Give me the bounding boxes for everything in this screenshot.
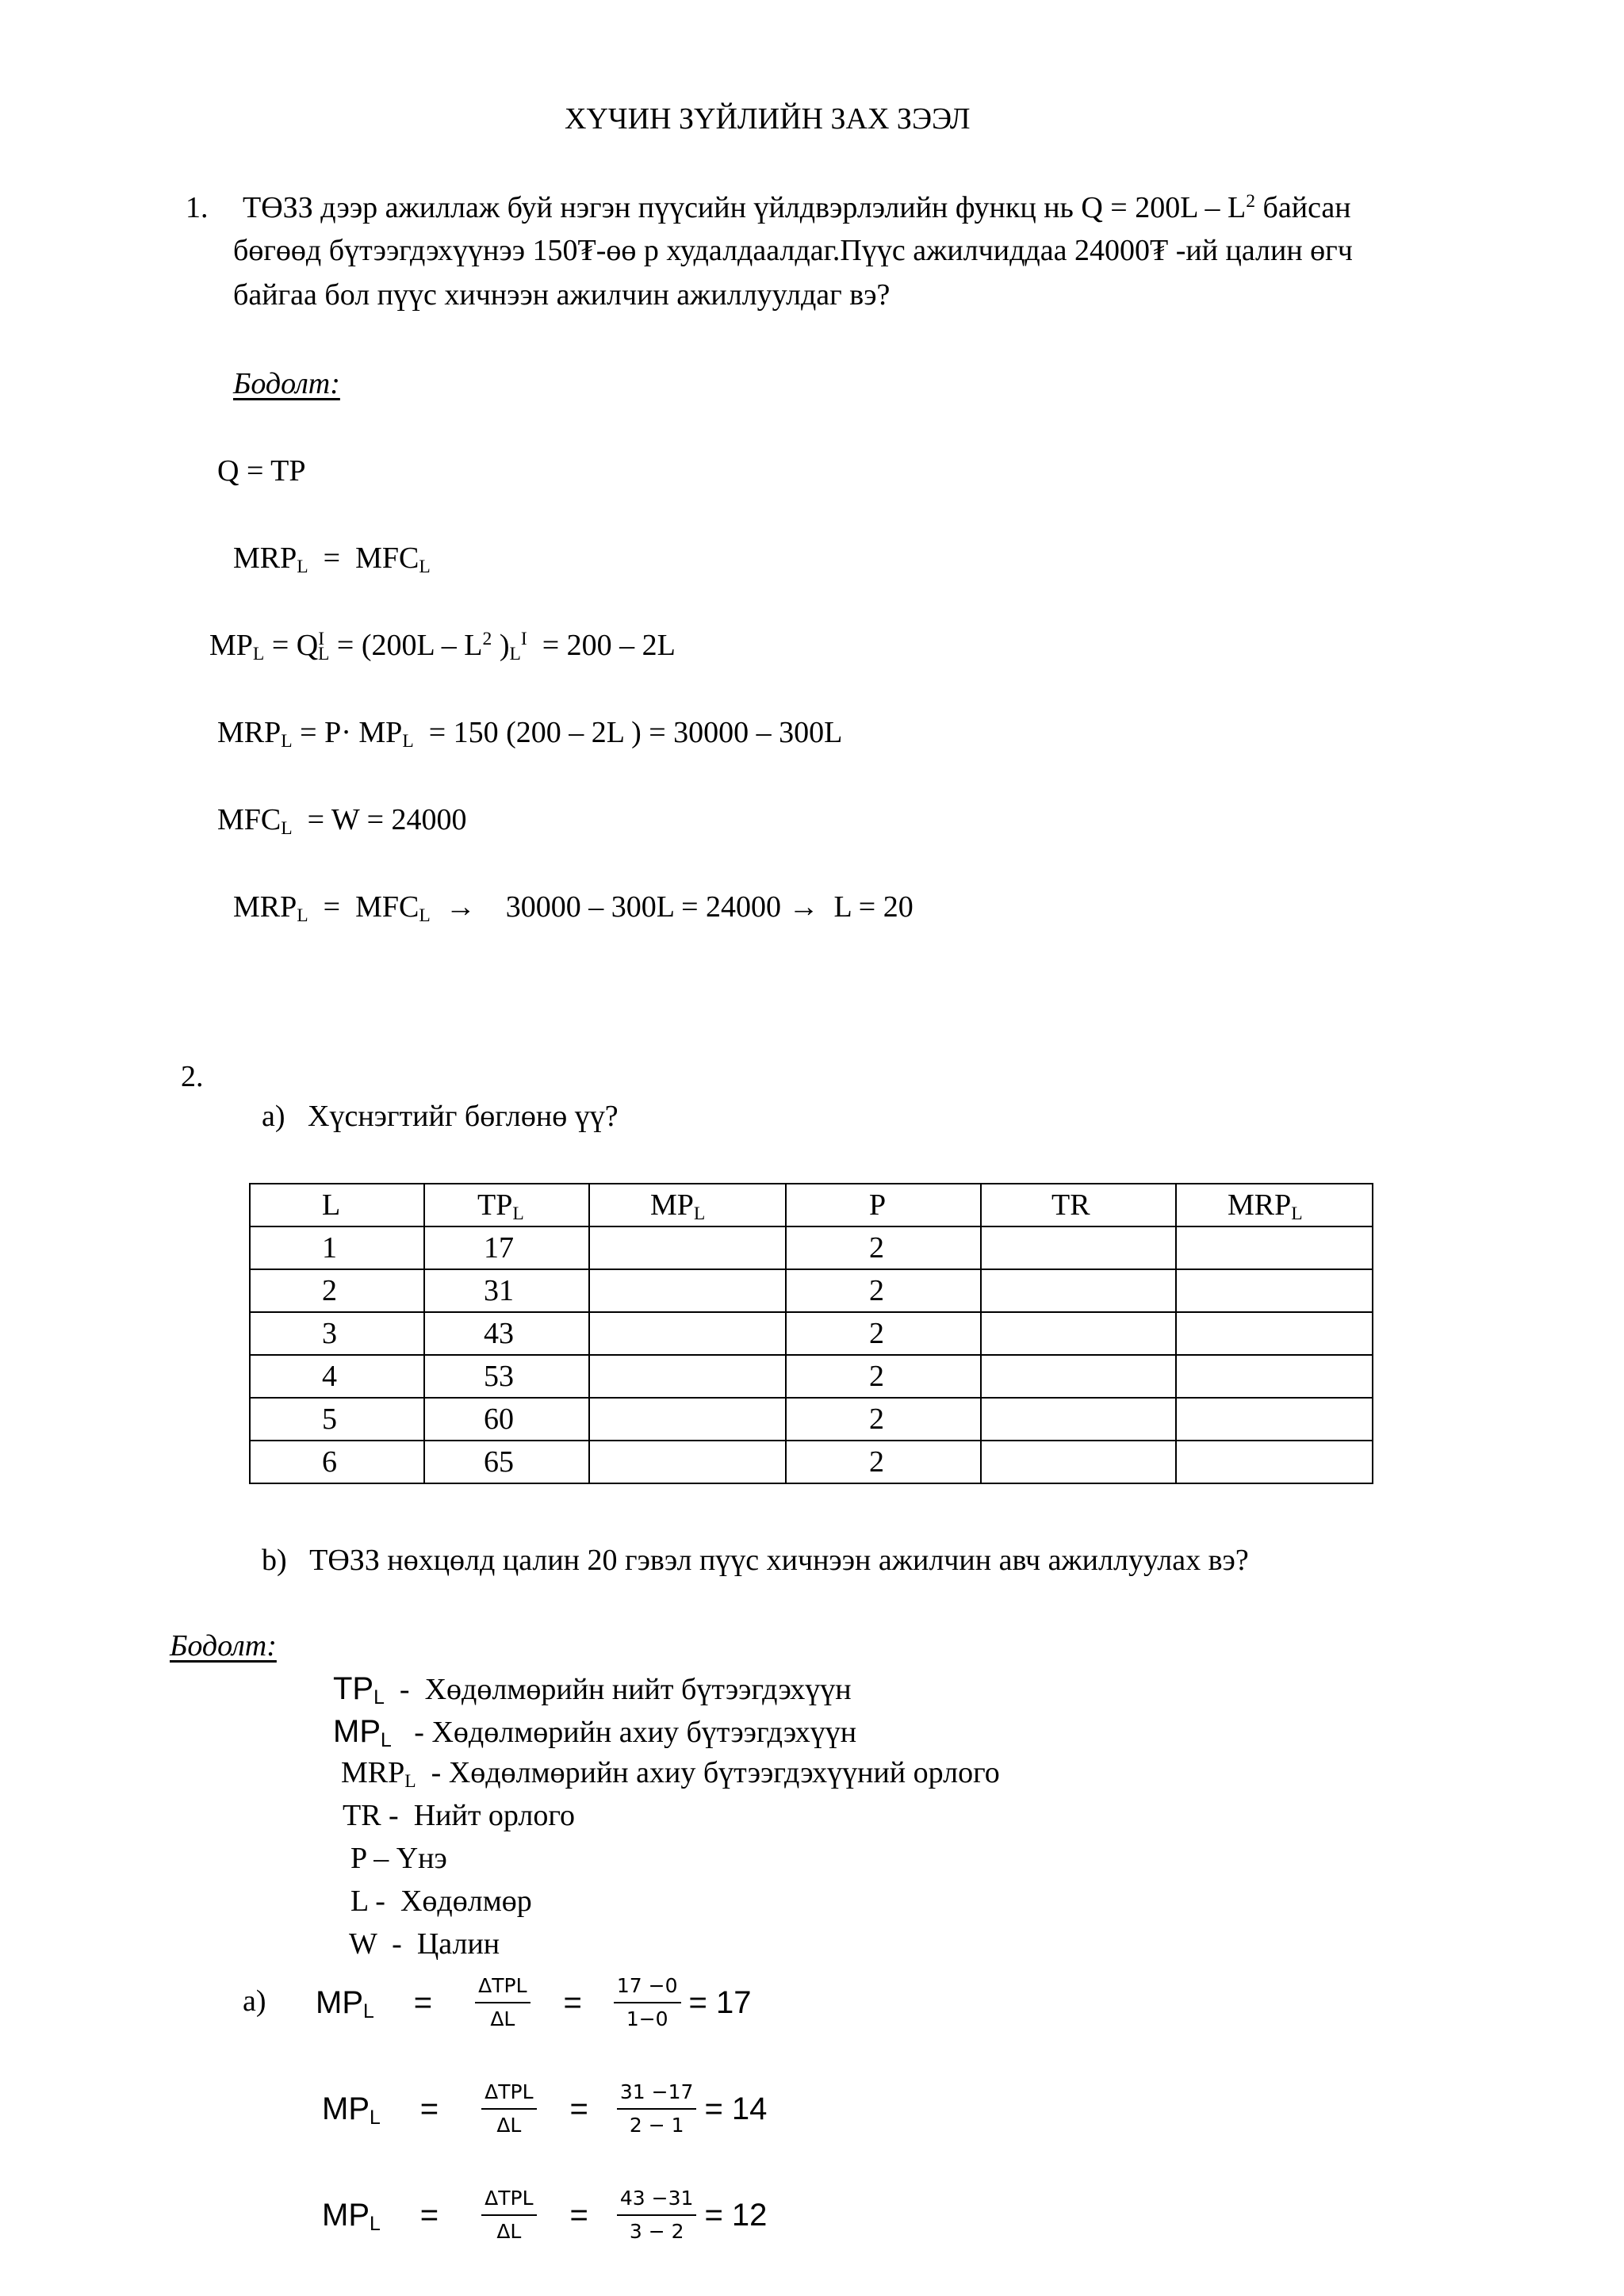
table-header-cell: P <box>786 1184 981 1226</box>
equation-mpl: $MP_L = Q^I_L = (200L - L^2$ )$_L^I = 200 - 2L$ <box>209 629 676 664</box>
table-cell <box>589 1269 786 1312</box>
equation-final: $MRP_L = MFC_L$ → 30000 – 300L = 24000 → L = 20 <box>233 890 914 926</box>
table-cell <box>981 1398 1176 1441</box>
table-cell: 6 <box>250 1441 424 1483</box>
definition-w: W - Цалин <box>349 1927 500 1961</box>
table-header-cell: $MP_L$ <box>589 1184 786 1226</box>
table-cell <box>589 1355 786 1398</box>
solution-label-2: Бодолт: <box>170 1629 277 1663</box>
calc-equals: = <box>569 2091 588 2126</box>
table-cell <box>589 1312 786 1355</box>
table-cell: 2 <box>786 1441 981 1483</box>
table-row <box>250 1441 1373 1483</box>
fraction-delta: $\frac{\text{ΔTPL}}{\Delta L}$ <box>475 1973 530 2033</box>
table-cell <box>1176 1226 1373 1269</box>
table-row <box>250 1312 1373 1355</box>
table-header-row <box>250 1184 1373 1226</box>
table-cell <box>589 1398 786 1441</box>
table-cell <box>589 1441 786 1483</box>
page-title: ХҮЧИН ЗҮЙЛИЙН ЗАХ ЗЭЭЛ <box>565 102 971 136</box>
table-cell: 5 <box>250 1398 424 1441</box>
calculation-row <box>322 2076 767 2142</box>
table-row <box>250 1269 1373 1312</box>
table-cell <box>1176 1398 1373 1441</box>
table-cell <box>1176 1355 1373 1398</box>
problem-1-line-1: ТӨЗЗ дээр ажиллаж буй нэгэн пүүсийн үйлдвэрлэлийн функц нь $Q = 200L - L^2$ байсан <box>243 191 1351 224</box>
table-row <box>250 1226 1373 1269</box>
definition-tpl: $TP_L$ - Хөдөлмөрийн нийт бүтээгдэхүүн <box>333 1671 852 1709</box>
equation-mfcl: $MFC_L = W = 24000$ <box>217 803 467 839</box>
table-cell: 17 <box>424 1226 589 1269</box>
calculation-label-a: a) <box>243 1984 266 2018</box>
table-cell: 53 <box>424 1355 589 1398</box>
fraction-delta: $\frac{\text{ΔTPL}}{\Delta L}$ <box>481 2080 536 2139</box>
table-cell: 31 <box>424 1269 589 1312</box>
problem-1-line-3: байгаа бол пүүс хичнээн ажилчин ажиллуулдаг вэ? <box>233 278 891 312</box>
table-header-cell: TR <box>981 1184 1176 1226</box>
calc-result: = 12 <box>704 2197 768 2233</box>
calc-result: = 14 <box>704 2091 768 2126</box>
fraction-values: $\frac{43 -31}{3 - 2}$ <box>617 2186 697 2245</box>
table-header-cell: L <box>250 1184 424 1226</box>
calc-result: = 17 <box>688 1984 752 2020</box>
calc-equals: = <box>563 1984 582 2020</box>
calc-equals: = <box>569 2197 588 2233</box>
problem-2-part-a: a) Хүснэгтийг бөглөнө үү? <box>262 1100 619 1133</box>
table-cell <box>981 1269 1176 1312</box>
definition-mrpl: $MRP_L$ - Хөдөлмөрийн ахиу бүтээгдэхүүний орлого <box>341 1756 1000 1792</box>
table-cell: 2 <box>786 1398 981 1441</box>
table-cell: 2 <box>786 1312 981 1355</box>
calc-equals: = <box>413 1984 433 2020</box>
table-cell <box>981 1441 1176 1483</box>
calculation-row <box>322 2182 767 2248</box>
calc-lhs: $MP_L$ <box>322 2197 381 2235</box>
table-cell <box>1176 1312 1373 1355</box>
fraction-values: $\frac{31 -17}{2 - 1}$ <box>617 2080 697 2139</box>
table-cell: 3 <box>250 1312 424 1355</box>
table-cell: 60 <box>424 1398 589 1441</box>
table-cell <box>981 1355 1176 1398</box>
table-cell: 43 <box>424 1312 589 1355</box>
definition-l: L - Хөдөлмөр <box>350 1885 532 1918</box>
table-row <box>250 1398 1373 1441</box>
definition-p: P – Үнэ <box>350 1842 447 1875</box>
solution-label-1: Бодолт: <box>233 367 340 400</box>
table-header-cell: $TP_L$ <box>424 1184 589 1226</box>
calc-lhs: $MP_L$ <box>316 1984 374 2022</box>
calc-equals: = <box>419 2091 439 2126</box>
definition-mpl: $MP_L$ - Хөдөлмөрийн ахиу бүтээгдэхүүн <box>333 1714 857 1752</box>
calc-lhs: $MP_L$ <box>322 2091 381 2129</box>
definition-tr: TR - Нийт орлого <box>343 1799 576 1832</box>
table-cell <box>981 1226 1176 1269</box>
table-cell: 2 <box>250 1269 424 1312</box>
table-cell: 2 <box>786 1355 981 1398</box>
calculation-row <box>316 1969 752 2036</box>
table-cell: 2 <box>786 1226 981 1269</box>
table-cell <box>1176 1441 1373 1483</box>
equation-q-tp: Q = TP <box>217 454 306 488</box>
table-cell: 65 <box>424 1441 589 1483</box>
fraction-delta: $\frac{\text{ΔTPL}}{\Delta L}$ <box>481 2186 536 2245</box>
equation-mrp-mfc: $MRP_L = MFC_L$ <box>233 541 431 577</box>
table-cell <box>1176 1269 1373 1312</box>
fraction-values: $\frac{17 -0}{1-0}$ <box>614 1973 681 2033</box>
data-table <box>249 1183 1373 1484</box>
calc-equals: = <box>419 2197 439 2233</box>
table-cell <box>589 1226 786 1269</box>
table-cell: 1 <box>250 1226 424 1269</box>
table-header-cell: $MRP_L$ <box>1176 1184 1373 1226</box>
problem-2-number: 2. <box>181 1060 204 1093</box>
problem-1-number: 1. <box>186 191 209 224</box>
table-row <box>250 1355 1373 1398</box>
table-cell <box>981 1312 1176 1355</box>
problem-2-part-b: b) ТӨЗЗ нөхцөлд цалин 20 гэвэл пүүс хичнээн ажилчин авч ажиллуулах вэ? <box>262 1544 1249 1577</box>
table-cell: 2 <box>786 1269 981 1312</box>
problem-1-line-2: бөгөөд бүтээгдэхүүнээ 150₮-өө р худалдаалдаг.Пүүс ажилчиддаа 24000₮ -ий цалин өгч <box>233 234 1353 267</box>
table-cell: 4 <box>250 1355 424 1398</box>
equation-mrpl: $MRP_L = P\cdot MP_L = 150$ (200 – 2L ) = 30000 – 300L <box>217 716 843 752</box>
